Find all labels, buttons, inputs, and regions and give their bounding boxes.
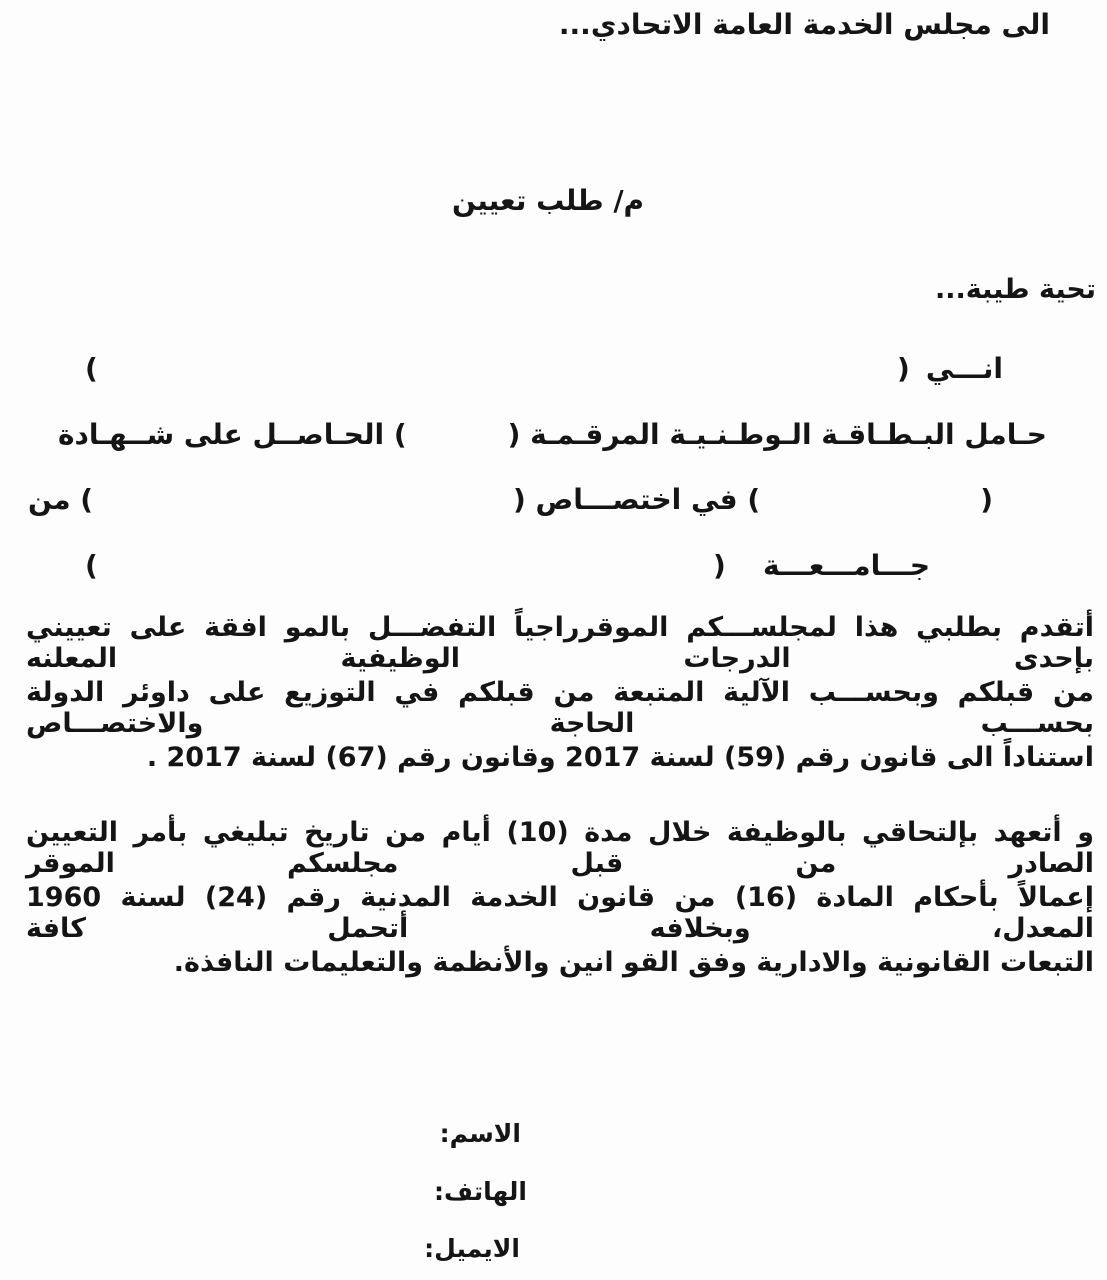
paragraph-pledge-line-2: إعمالاً بأحكام المادة (16) من قانون الخدمة المدنية رقم (24) لسنة 1960 المعدل، وبخلافه أتحمل كافة xyxy=(26,882,1094,944)
open-paren: ( xyxy=(980,483,993,516)
paragraph-request-line-3: استناداً الى قانون رقم (59) لسنة 2017 وقانون رقم (67) لسنة 2017 . xyxy=(146,742,1094,773)
greeting-line: تحية طيبة... xyxy=(934,274,1096,305)
subject-line: م/ طلب تعيين xyxy=(452,184,645,217)
email-label: الايميل: xyxy=(424,1234,520,1263)
paragraph-request-line-1: أتقدم بطلبي هذا لمجلســـكم الموقرراجياً التفضـــل بالمو افقة على تعييني بإحدى الدرجات الوظيفية المعلنه xyxy=(26,612,1094,674)
phone-label: الهاتف: xyxy=(433,1177,527,1206)
specialty-label: ) في اختصـــاص ( xyxy=(513,483,761,516)
id-card-label: حـامل البـطـاقـة الـوطـنـيـة المرقـمـة ( xyxy=(507,418,1047,451)
from-label: ) من xyxy=(28,483,94,516)
close-paren: ) xyxy=(85,352,98,385)
open-paren: ( xyxy=(713,549,726,582)
university-label: جـــامـــعـــة xyxy=(763,549,930,582)
close-paren: ) xyxy=(85,549,98,582)
i-am-label: انـــي xyxy=(925,352,1003,385)
name-label: الاسم: xyxy=(439,1119,521,1148)
paragraph-pledge-line-1: و أتعهد بإلتحاقي بالوظيفة خلال مدة (10) أيام من تاريخ تبليغي بأمر التعيين الصادر من قبل مجلسكم الموقر xyxy=(26,817,1094,879)
certificate-label: ) الحـاصــل على شــهـادة xyxy=(58,418,407,451)
open-paren: ( xyxy=(897,352,910,385)
paragraph-pledge-line-3: التبعات القانونية والادارية وفق القو انين والأنظمة والتعليمات النافذة. xyxy=(173,947,1094,978)
paragraph-request-line-2: من قبلكم وبحســـب الآلية المتبعة من قبلكم في التوزيع على داوئر الدولة بحســـب الحاجة والاختصـــاص xyxy=(26,677,1094,739)
recipient-line: الى مجلس الخدمة العامة الاتحادي... xyxy=(558,8,1050,41)
